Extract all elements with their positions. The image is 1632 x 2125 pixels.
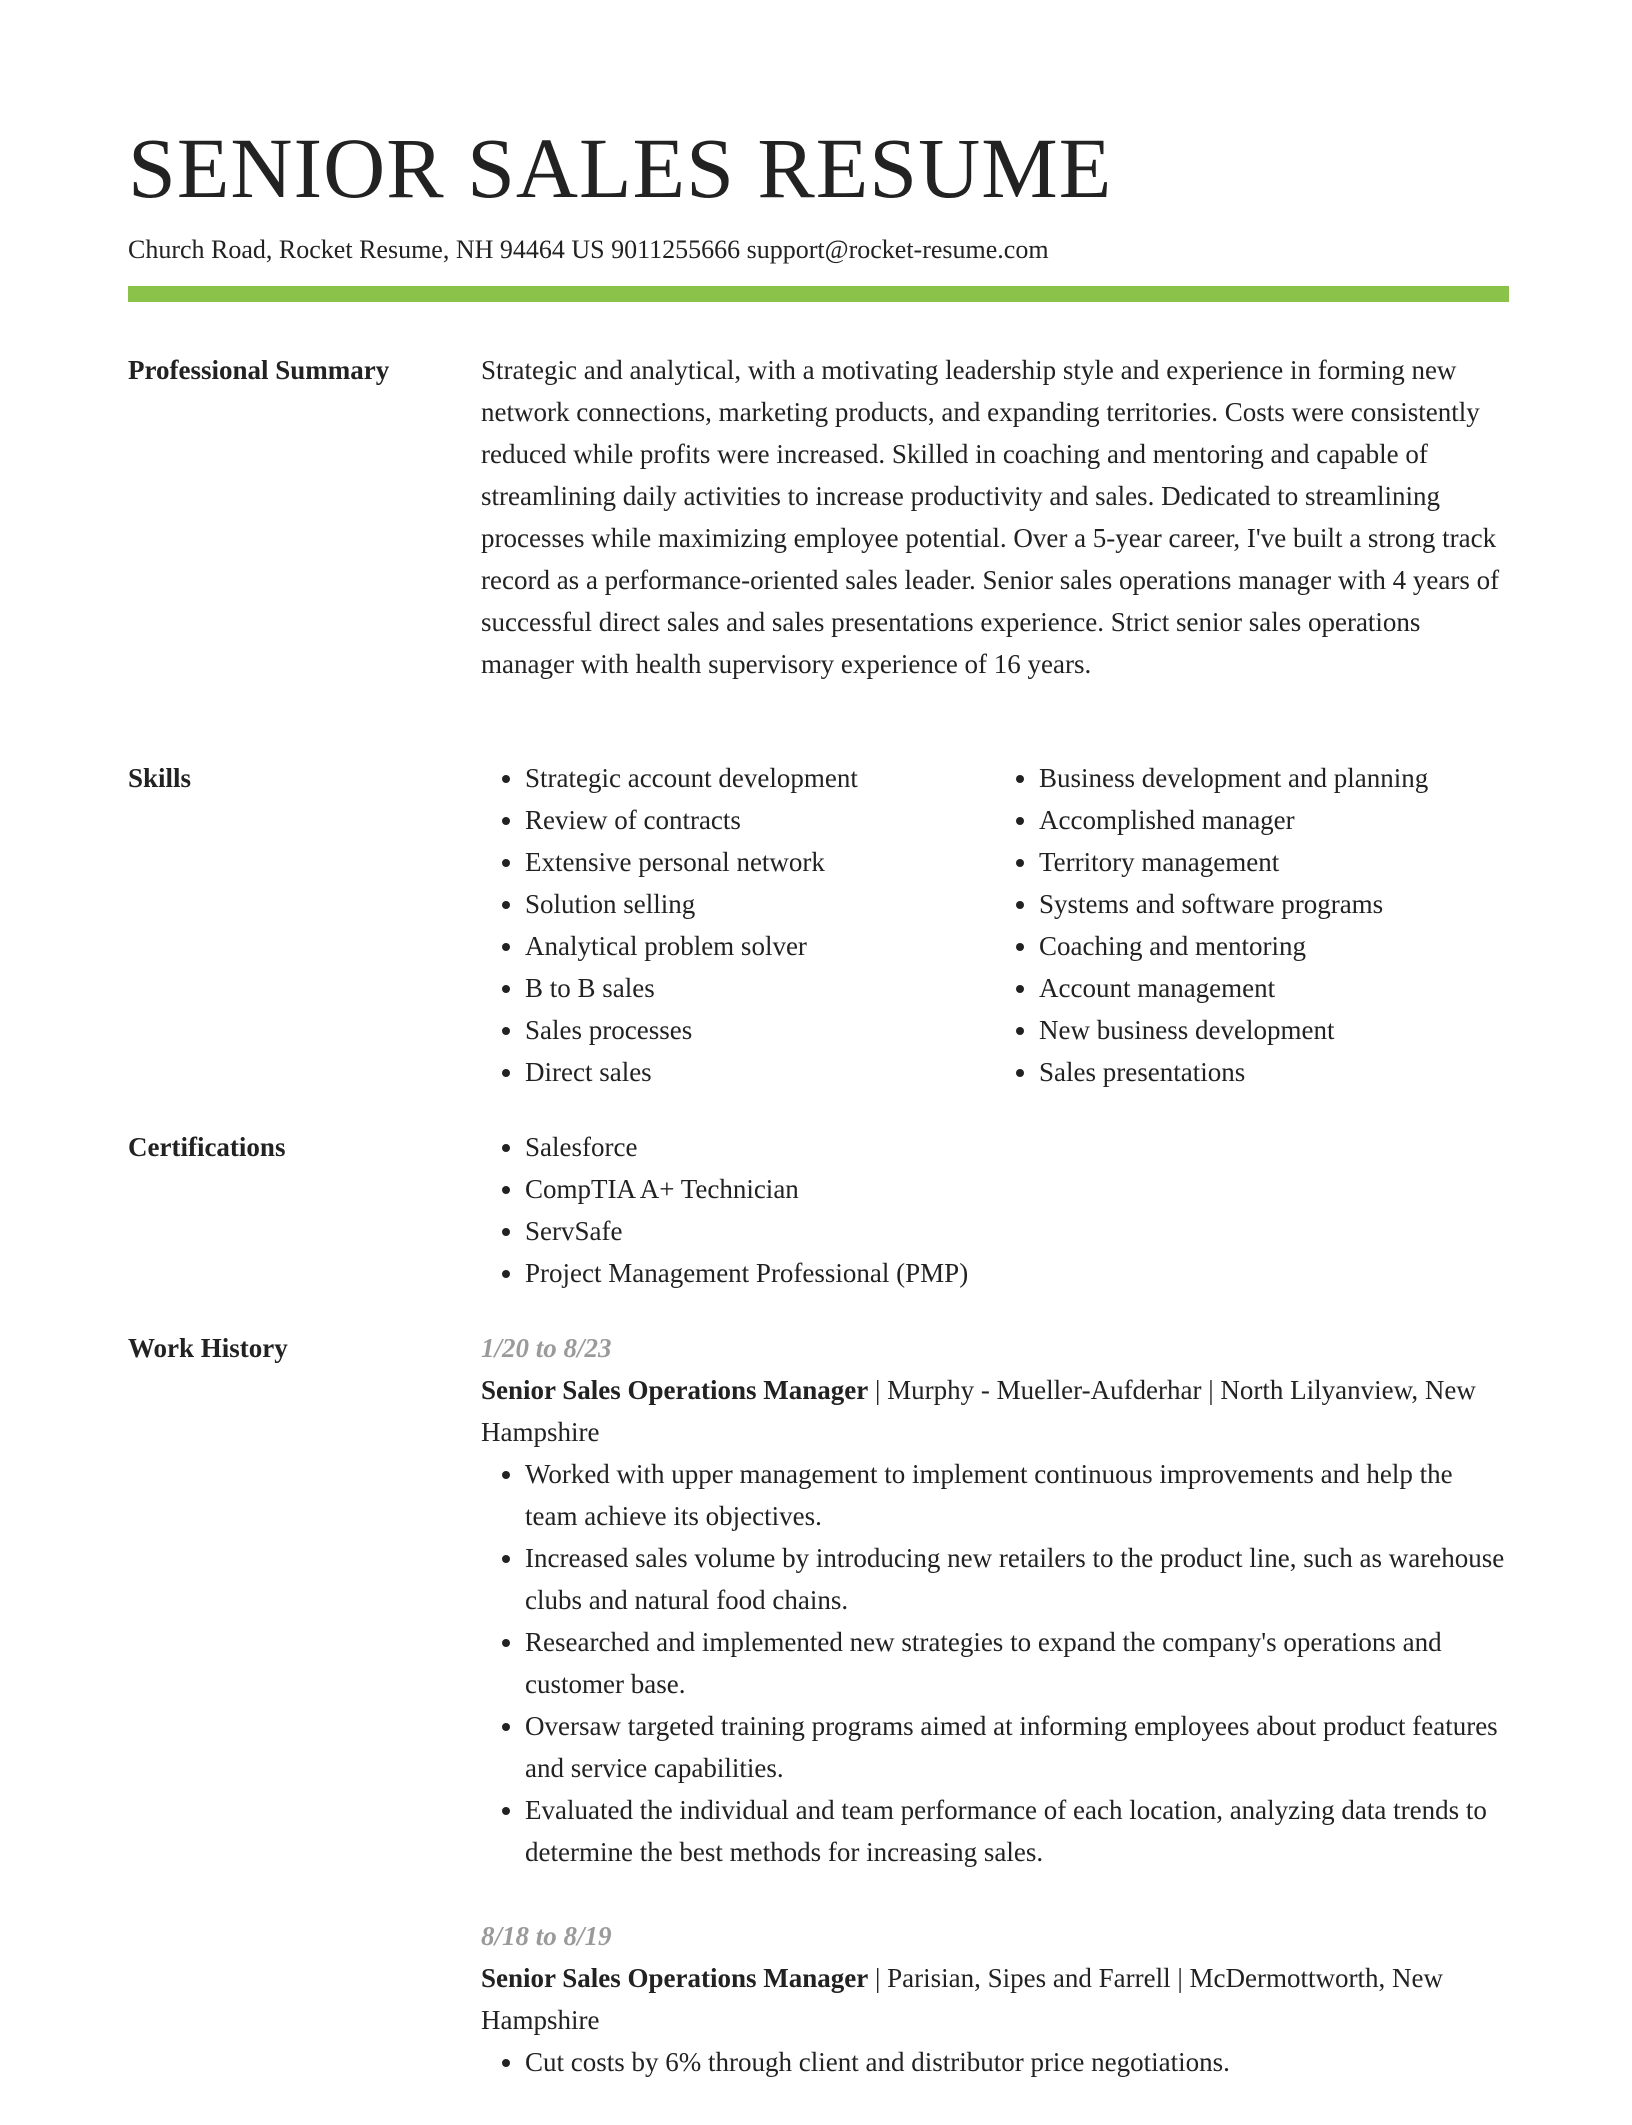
job-details: | Murphy - Mueller-Aufderhar | North Lilyanview, New Hampshire [481,1375,1476,1447]
skills-list-right [995,757,1509,1093]
certifications-body [481,1126,1509,1294]
job-title: Senior Sales Operations Manager [481,1375,869,1405]
job-entry [481,1327,1509,1873]
job-dates: 8/18 to 8/19 [481,1921,612,1951]
certifications-label: Certifications [128,1132,286,1162]
job-bullet: • Worked with upper management to implement continuous improvements and help the team achieve its objectives. [525,1453,1509,1537]
work-history-body [481,1327,1509,2125]
certification-item: • Project Management Professional (PMP) [525,1252,1509,1294]
skills-list-left [481,757,995,1093]
skill-item: • Sales presentations [1039,1051,1509,1093]
skill-item: • Review of contracts [525,799,995,841]
skill-item: • Sales processes [525,1009,995,1051]
skills-label: Skills [128,763,192,793]
job-entry [481,1915,1509,2083]
job-details: | Parisian, Sipes and Farrell | McDermottworth, New Hampshire [481,1963,1443,2035]
certifications-list [481,1126,1509,1294]
contact-line: Church Road, Rocket Resume, NH 94464 US 9011255666 support@rocket-resume.com [128,235,1049,264]
skill-item: • New business development [1039,1009,1509,1051]
skill-item: • Analytical problem solver [525,925,995,967]
skills-body [481,757,1509,1093]
job-heading [481,1369,1509,1453]
summary-text: Strategic and analytical, with a motivating leadership style and experience in forming new network connections, marketing products, and expanding territories. Costs were consistently reduced while profits were increased. Skilled in coaching and mentoring and capable of streamlining daily activities to increase productivity and sales. Dedicated to streamlining processes while maximizing employee potential. Over a 5-year career, I've built a strong track record as a performance-oriented sales leader. Senior sales operations manager with 4 years of successful direct sales and sales presentations experience. Strict senior sales operations manager with health supervisory experience of 16 years. [481,355,1500,679]
job-heading [481,1957,1509,2041]
accent-divider [128,286,1509,302]
certification-item: • CompTIA A+ Technician [525,1168,1509,1210]
skill-item: • Direct sales [525,1051,995,1093]
skill-item: • Solution selling [525,883,995,925]
skill-item: • Accomplished manager [1039,799,1509,841]
resume-title: SENIOR SALES RESUME [128,120,1113,216]
job-bullet: • Increased sales volume by introducing new retailers to the product line, such as warehouse clubs and natural food chains. [525,1537,1509,1621]
certification-item: • ServSafe [525,1210,1509,1252]
skill-item: • B to B sales [525,967,995,1009]
job-bullet: • Evaluated the individual and team performance of each location, analyzing data trends to determine the best methods for increasing sales. [525,1789,1509,1873]
job-bullet: • Cut costs by 6% through client and distributor price negotiations. [525,2041,1509,2083]
job-title: Senior Sales Operations Manager [481,1963,869,1993]
job-bullet: • Researched and implemented new strategies to expand the company's operations and customer base. [525,1621,1509,1705]
job-bullet: • Oversaw targeted training programs aimed at informing employees about product features and service capabilities. [525,1705,1509,1789]
skill-item: • Account management [1039,967,1509,1009]
job-bullets [481,1453,1509,1873]
skill-item: • Territory management [1039,841,1509,883]
job-dates: 1/20 to 8/23 [481,1333,612,1363]
summary-label: Professional Summary [128,355,390,385]
job-bullets [481,2041,1509,2083]
skill-item: • Business development and planning [1039,757,1509,799]
skill-item: • Strategic account development [525,757,995,799]
skill-item: • Extensive personal network [525,841,995,883]
work-history-label: Work History [128,1333,288,1363]
certification-item: • Salesforce [525,1126,1509,1168]
skill-item: • Systems and software programs [1039,883,1509,925]
skill-item: • Coaching and mentoring [1039,925,1509,967]
summary-body [481,349,1509,685]
